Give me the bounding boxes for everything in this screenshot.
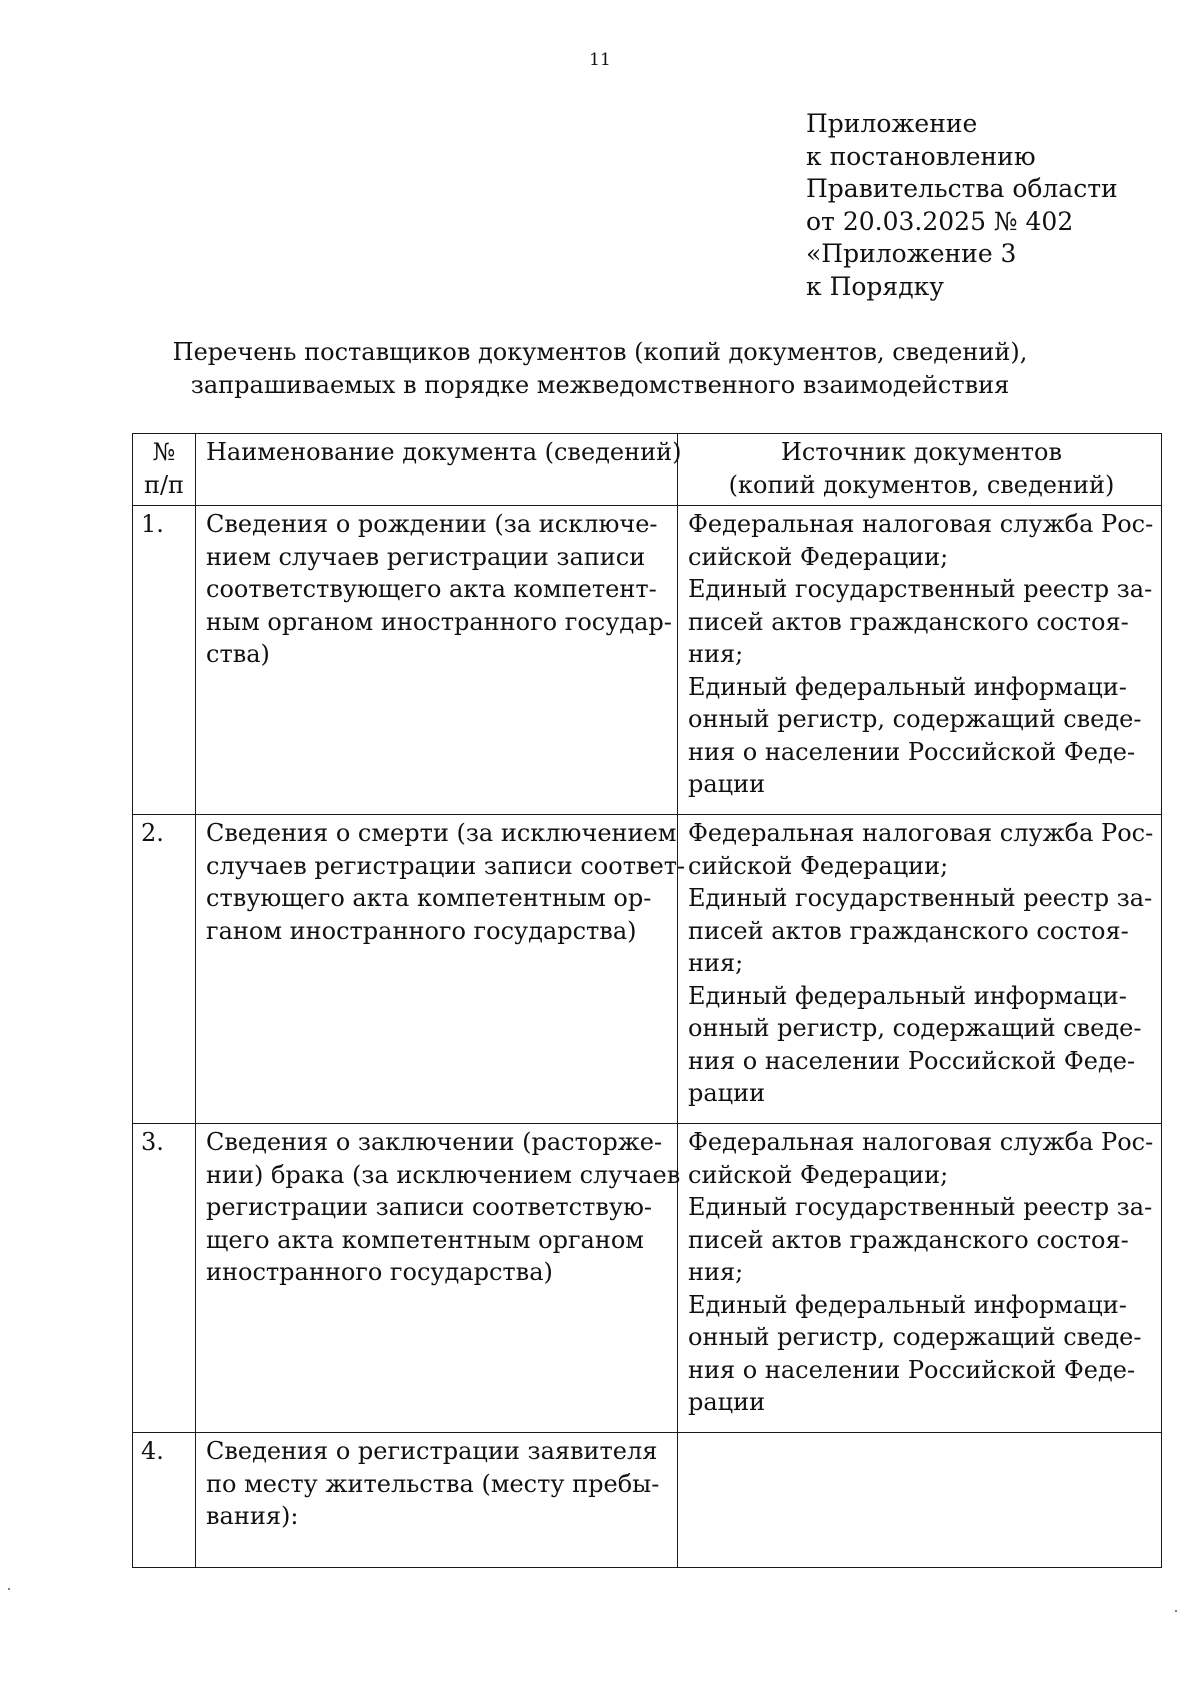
document-name-line: ганом иностранного государства) xyxy=(206,916,637,945)
document-name-line: соответствующего акта компетент- xyxy=(206,575,657,603)
scan-speck xyxy=(8,1588,10,1590)
table-row xyxy=(133,1124,1162,1433)
header-number xyxy=(133,434,196,506)
header-text: Источник документов xyxy=(780,438,1063,466)
source-line: рации xyxy=(688,1079,766,1107)
source-cell xyxy=(678,506,1162,815)
document-name-line: вания): xyxy=(206,1502,299,1530)
source-line: сийской Федерации; xyxy=(688,542,949,571)
document-name-cell xyxy=(196,1124,681,1433)
source-line: сийской Федерации; xyxy=(688,851,949,880)
row-number: 4. xyxy=(133,1433,196,1568)
document-name-line: иностранного государства) xyxy=(206,1258,553,1286)
source-line: ния о населении Российской Феде- xyxy=(688,1046,1136,1075)
source-line: ния; xyxy=(688,949,744,977)
source-line: Федеральная налоговая служба Рос- xyxy=(688,510,1154,538)
source-line: онный регистр, содержащий сведе- xyxy=(688,1014,1142,1042)
document-name-line: ствующего акта компетентным ор- xyxy=(206,884,652,912)
appendix-line: «Приложение 3 xyxy=(806,239,1017,268)
header-text: п/п xyxy=(143,470,185,499)
source-line: Федеральная налоговая служба Рос- xyxy=(688,819,1154,847)
table-row xyxy=(133,1433,1162,1568)
source-cell xyxy=(678,1124,1162,1433)
source-line: сийской Федерации; xyxy=(688,1160,949,1189)
document-name-line: по месту жительства (месту пребы- xyxy=(206,1469,660,1498)
document-title xyxy=(0,336,1200,402)
source-line: Единый государственный реестр за- xyxy=(688,575,1153,603)
source-line: писей актов гражданского состоя- xyxy=(688,1225,1129,1254)
source-line: Единый государственный реестр за- xyxy=(688,1193,1153,1221)
title-line: Перечень поставщиков документов (копий документов, сведений), xyxy=(172,338,1028,366)
document-name-line: Сведения о заключении (расторже- xyxy=(206,1128,663,1156)
source-line: Единый государственный реестр за- xyxy=(688,884,1153,912)
appendix-line: Правительства области xyxy=(806,174,1118,203)
row-number: 2. xyxy=(133,815,196,1124)
appendix-line: Приложение xyxy=(806,109,978,138)
source-line: онный регистр, содержащий сведе- xyxy=(688,1323,1142,1351)
header-text: № xyxy=(152,438,176,466)
document-name-line: случаев регистрации записи соответ- xyxy=(206,851,686,880)
document-name-line: ным органом иностранного государ- xyxy=(206,607,672,636)
source-cell xyxy=(678,1433,1162,1568)
source-line: Единый федеральный информаци- xyxy=(688,672,1127,701)
appendix-line: от 20.03.2025 № 402 xyxy=(806,206,1074,236)
header-document-name xyxy=(196,434,682,506)
appendix-line: к постановлению xyxy=(806,141,1036,171)
source-line: рации xyxy=(688,1388,766,1416)
header-source xyxy=(678,434,1162,506)
source-line: онный регистр, содержащий сведе- xyxy=(688,705,1142,733)
document-name-line: Сведения о смерти (за исключением xyxy=(206,819,677,847)
source-line: писей актов гражданского состоя- xyxy=(688,607,1129,636)
source-line: Единый федеральный информаци- xyxy=(688,981,1127,1010)
title-line: запрашиваемых в порядке межведомственного взаимодействия xyxy=(190,371,1010,399)
table-row xyxy=(133,506,1162,815)
document-name-cell xyxy=(196,1433,678,1568)
appendix-line: к Порядку xyxy=(806,271,944,301)
document-name-cell xyxy=(196,506,678,815)
document-name-line: ства) xyxy=(206,640,270,668)
table-header-row xyxy=(133,434,1162,506)
source-line: ния; xyxy=(688,640,744,668)
document-name-line: нием случаев регистрации записи xyxy=(206,542,646,571)
document-name-line: регистрации записи соответствую- xyxy=(206,1193,653,1221)
source-line: рации xyxy=(688,770,766,798)
document-name-line: Сведения о регистрации заявителя xyxy=(206,1437,658,1465)
source-cell xyxy=(678,815,1162,1124)
table-row xyxy=(133,815,1162,1124)
source-line: ния; xyxy=(688,1258,744,1286)
table-body xyxy=(133,506,1162,1568)
document-name-line: нии) брака (за исключением случаев xyxy=(206,1160,681,1189)
document-name-line: Сведения о рождении (за исключе- xyxy=(206,510,658,538)
header-text: (копий документов, сведений) xyxy=(728,470,1115,499)
suppliers-table xyxy=(132,433,1162,1568)
source-line: писей актов гражданского состоя- xyxy=(688,916,1129,945)
row-number: 1. xyxy=(133,506,196,815)
scan-speck xyxy=(1175,1610,1177,1612)
header-text: Наименование документа (сведений) xyxy=(206,438,682,466)
page-number: 11 xyxy=(589,50,611,70)
source-line: Единый федеральный информаци- xyxy=(688,1290,1127,1319)
source-line: ния о населении Российской Феде- xyxy=(688,737,1136,766)
row-number: 3. xyxy=(133,1124,196,1433)
appendix-note xyxy=(806,108,1118,303)
document-name-line: щего акта компетентным органом xyxy=(206,1225,644,1254)
document-name-cell xyxy=(196,815,686,1124)
source-line: ния о населении Российской Феде- xyxy=(688,1355,1136,1384)
source-line: Федеральная налоговая служба Рос- xyxy=(688,1128,1154,1156)
